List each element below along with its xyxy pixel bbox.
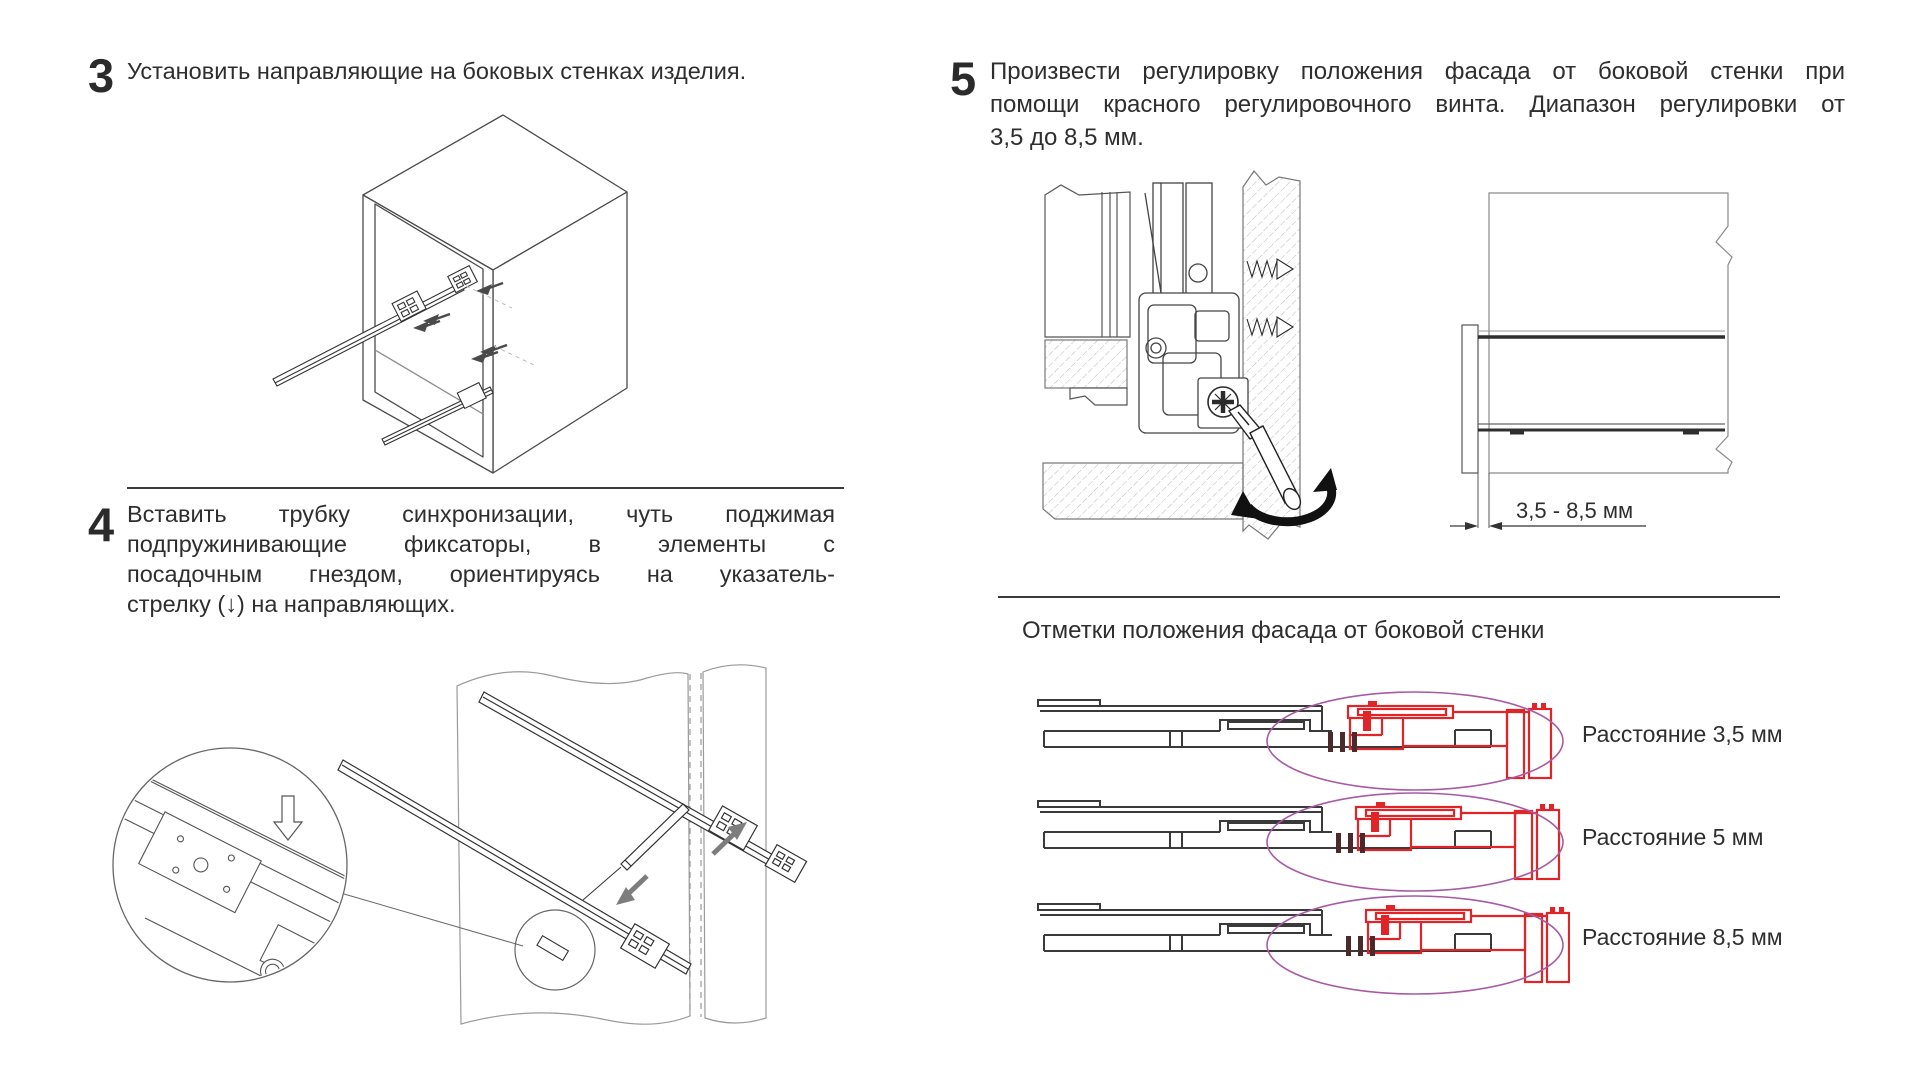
distance-label: Расстояние 8,5 мм — [1582, 924, 1783, 950]
bottom-panel-section — [1043, 463, 1243, 519]
step-4-line: стрелку (↓) на направляющих. — [127, 591, 456, 617]
step-4-line: подпружинивающие фиксаторы, в элементы с — [127, 531, 835, 557]
sync-tube-diagram — [85, 628, 885, 1052]
step-5-line: 3,5 до 8,5 мм. — [990, 124, 1144, 151]
step-4-line: посадочным гнездом, ориентируясь на указатель- — [127, 561, 835, 587]
step-4-number: 4 — [88, 498, 115, 551]
step-3-number: 3 — [88, 49, 115, 102]
step-4-line: Вставить трубку синхронизации, чуть поджимая — [127, 501, 835, 527]
distance-diagram-8-5mm — [1010, 889, 1570, 1001]
range-dimension-label: 3,5 - 8,5 мм — [1516, 498, 1634, 523]
distance-diagram-5mm — [1010, 786, 1570, 898]
side-view-dimension-diagram — [1440, 168, 1790, 540]
right-column-divider — [998, 596, 1780, 598]
step-5-line: Произвести регулировку положения фасада от боковой стенки при — [990, 58, 1845, 85]
left-column-divider — [127, 487, 844, 489]
distance-diagram-3-5mm — [1010, 685, 1570, 797]
step-3-text: Установить направляющие на боковых стенках изделия. — [127, 58, 747, 84]
adjustment-cross-section-diagram — [1035, 165, 1365, 565]
step-4-text — [127, 499, 835, 619]
facade-panel-section — [1045, 185, 1130, 337]
facade-edge — [1462, 325, 1478, 473]
step-5-line: помощи красного регулировочного винта. Диапазон регулировки от — [990, 91, 1845, 118]
distance-label: Расстояние 3,5 мм — [1582, 721, 1783, 747]
step-5-text — [990, 55, 1845, 154]
distance-label: Расстояние 5 мм — [1582, 824, 1764, 850]
cabinet-diagram — [250, 100, 650, 490]
step-5-number: 5 — [950, 52, 977, 105]
dimension-arrows-icon — [1450, 522, 1646, 530]
marks-section-title: Отметки положения фасада от боковой стенки — [1022, 617, 1545, 644]
